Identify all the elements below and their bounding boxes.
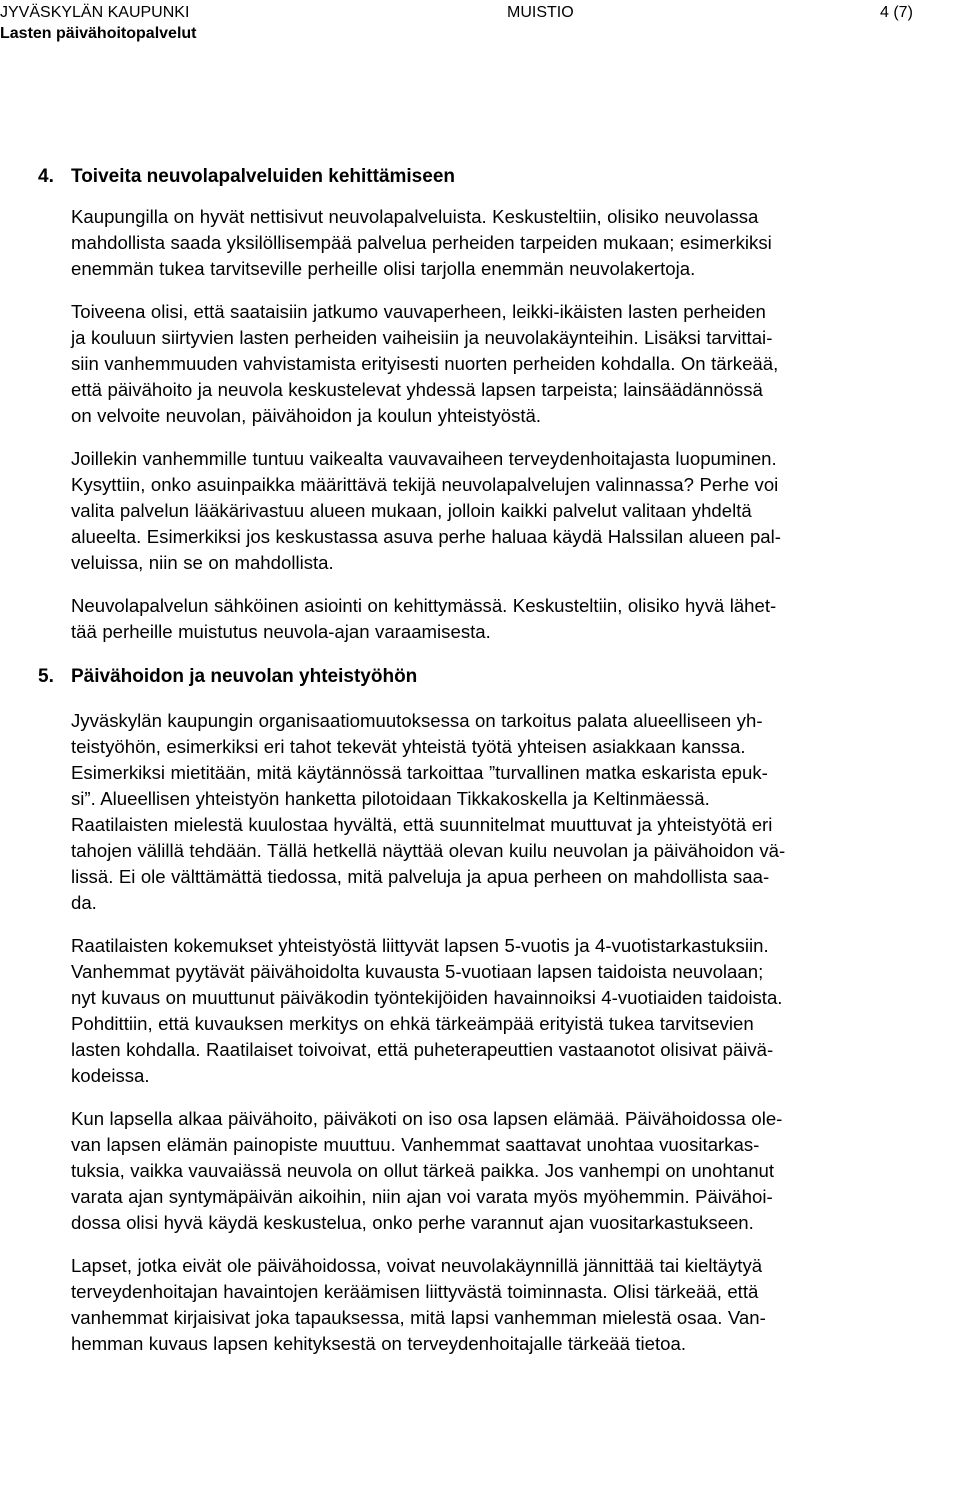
department-name: Lasten päivähoitopalvelut [0,25,197,42]
section-5 [38,664,938,1357]
section-heading [38,164,938,190]
document-body [38,164,938,1374]
paragraph: Kun lapsella alkaa päivähoito, päiväkoti on iso osa lapsen elämää. Päivähoidossa ole- van lapsen elämän painopiste muuttuu. Vanhemmat saattavat unohtaa vuositarkas- tuksia, vaikka vauvaiässä neuvola on ollut tärkeä paikka. Jos vanhempi on unohtanut varata ajan syntymäpäivän aikoihin, niin ajan voi varata myös myöhemmin. Päivähoi- dossa olisi hyvä käydä keskustelua, onko perhe varannut ajan vuositarkastukseen. [71,1108,783,1233]
page-number: 4 (7) [880,4,913,21]
section-number: 4. [38,166,54,187]
document-header-left [0,2,196,44]
organization-name: JYVÄSKYLÄN KAUPUNKI [0,4,190,21]
paragraph: Jyväskylän kaupungin organisaatiomuutoksessa on tarkoitus palata alueelliseen yh- teistyöhön, esimerkiksi eri tahot tekevät yhteistä työtä yhteisen asiakkaan kanssa. Esimerkiksi mietitään, mitä käytännössä tarkoittaa ”turvallinen matka eskarista epuk- si”. Alueellisen yhteistyön hanketta pilotoidaan Tikkakoskella ja Keltinmäessä. Raatilaisten mielestä kuulostaa hyvältä, että suunnitelmat muuttuvat ja yhteistyötä eri tahojen välillä tehdään. Tällä hetkellä näyttää olevan kuilu neuvolan ja päivähoidon vä- lissä. Ei ole välttämättä tiedossa, mitä palveluja ja apua perheen on mahdollista saa- da. [71,710,786,913]
paragraph: Kaupungilla on hyvät nettisivut neuvolapalveluista. Keskusteltiin, olisiko neuvolassa mahdollista saada yksilöllisempää palvelua perheiden tarpeiden mukaan; esimerkiksi enemmän tukea tarvitseville perheille olisi tarjolla enemmän neuvolakertoja. [71,206,772,279]
paragraph: Raatilaisten kokemukset yhteistyöstä liittyvät lapsen 5-vuotis ja 4-vuotistarkastuksiin. Vanhemmat pyytävät päivähoidolta kuvausta 5-vuotiaan lapsen taidoista neuvolaan; nyt kuvaus on muuttunut päiväkodin työntekijöiden havainnoiksi 4-vuotiaiden taidoista. Pohdittiin, että kuvauksen merkitys on ehkä tärkeämpää erityistä tukea tarvitsevien lasten kohdalla. Raatilaiset toivoivat, että puheterapeuttien vastaanotot olisivat päivä- kodeissa. [71,935,783,1086]
document-type: MUISTIO [507,4,574,21]
paragraph: Neuvolapalvelun sähköinen asiointi on kehittymässä. Keskusteltiin, olisiko hyvä lähet- tää perheille muistutus neuvola-ajan varaamisesta. [71,595,777,642]
section-4 [38,164,938,645]
section-title: Päivähoidon ja neuvolan yhteistyöhön [71,666,418,687]
paragraph: Joillekin vanhemmille tuntuu vaikealta vauvavaiheen terveydenhoitajasta luopuminen. Kysyttiin, onko asuinpaikka määrittävä tekijä neuvolapalvelujen valinnassa? Perhe voi valita palvelun lääkärivastuu alueen mukaan, jolloin kaikki palvelut valitaan yhdeltä alueelta. Esimerkiksi jos keskustassa asuva perhe haluaa käydä Halssilan alueen pal- veluissa, niin se on mahdollista. [71,448,781,573]
section-title: Toiveita neuvolapalveluiden kehittämiseen [71,166,455,187]
section-number: 5. [38,666,54,687]
paragraph: Toiveena olisi, että saataisiin jatkumo vauvaperheen, leikki-ikäisten lasten perheiden ja kouluun siirtyvien lasten perheiden vaiheisiin ja neuvolakäynteihin. Lisäksi tarvittai- siin vanhemmuuden vahvistamista erityisesti nuorten perheiden kohdalla. On tärkeää, että päivähoito ja neuvola keskustelevat yhdessä lapsen tarpeista; lainsäädännössä on velvoite neuvolan, päivähoidon ja koulun yhteistyöstä. [71,301,779,426]
section-heading [38,664,938,690]
paragraph: Lapset, jotka eivät ole päivähoidossa, voivat neuvolakäynnillä jännittää tai kieltäytyä terveydenhoitajan havaintojen keräämisen liittyvästä toiminnasta. Olisi tärkeää, että vanhemmat kirjaisivat joka tapauksessa, mitä lapsi vanhemman mielestä osaa. Van- hemman kuvaus lapsen kehityksestä on terveydenhoitajalle tärkeää tietoa. [71,1255,766,1354]
